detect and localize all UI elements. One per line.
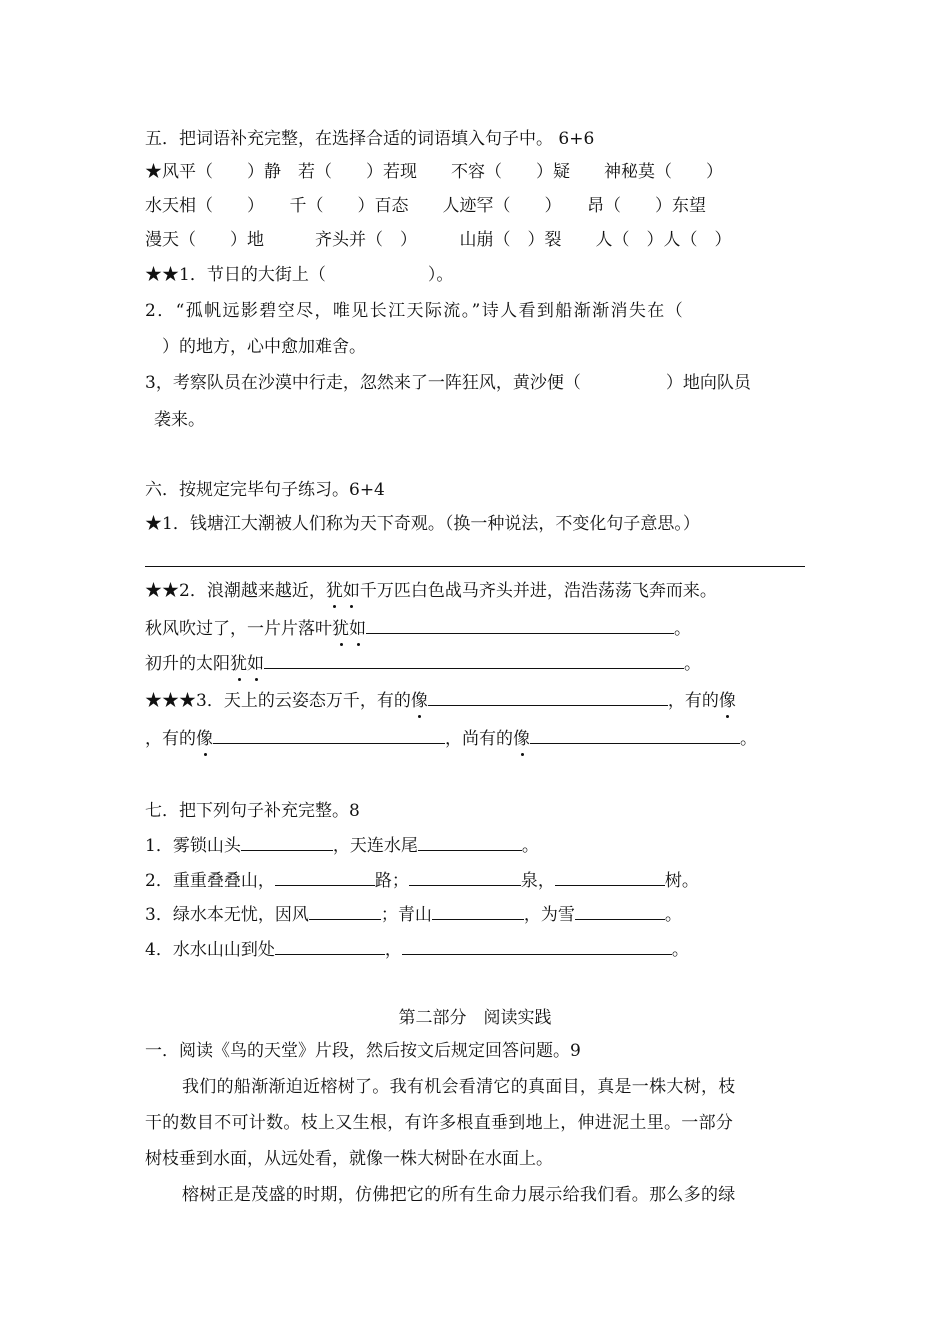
q2-pre: ★★2．浪潮越来越近， — [145, 581, 326, 601]
blank[interactable] — [555, 869, 665, 886]
word-row-2: 水天相（ ） 千（ ）百态 人迹罕（ ） 昂（ ）东望 — [145, 196, 706, 216]
blank[interactable] — [575, 903, 665, 920]
reading-q1: 一．阅读《鸟的天堂》片段，然后按文后规定回答问题。9 — [145, 1041, 581, 1061]
part2-heading: 第二部分 阅读实践 — [398, 1008, 552, 1028]
blank[interactable] — [402, 938, 672, 955]
fill-q2-line2: ）的地方，心中愈加难舍。 — [162, 337, 366, 357]
text: ， — [384, 940, 402, 960]
sentence-q2 — [145, 580, 717, 602]
dotted-char: 像 — [196, 729, 213, 749]
q3b-pre: ，有的 — [145, 729, 196, 749]
blank[interactable] — [275, 938, 385, 955]
text: 4．水水山山到处 — [145, 940, 275, 960]
text: 树。 — [664, 871, 699, 891]
blank[interactable] — [309, 903, 381, 920]
section6-title: 六．按规定完毕句子练习。6+4 — [145, 480, 385, 500]
text: 。 — [521, 836, 539, 856]
fill-q3-line1: 3，考察队员在沙漠中行走，忽然来了一阵狂风，黄沙便（ ）地向队员 — [145, 373, 751, 393]
q3-mid: ，有的 — [667, 691, 719, 711]
word-row-3: 漫天（ ）地 齐头并（ ） 山崩（ ）裂 人（ ）人（ ） — [145, 230, 732, 250]
blank[interactable] — [213, 727, 445, 744]
period: 。 — [674, 619, 691, 639]
text: 。 — [664, 905, 682, 925]
blank[interactable] — [366, 617, 674, 634]
blank[interactable] — [409, 869, 521, 886]
text: 。 — [671, 940, 689, 960]
sentence-q2a — [145, 617, 691, 640]
dotted-char: 如 — [247, 654, 264, 674]
complete-line-4 — [145, 938, 689, 961]
complete-line-3 — [145, 903, 682, 926]
dotted-char: 犹 — [325, 581, 343, 601]
fill-q2-line1: 2．“孤帆远影碧空尽，唯见长江天际流。”诗人看到船渐渐消失在（ — [145, 301, 685, 321]
passage-line-2: 干的数目不可计数。枝上又生根，有许多根直垂到地上，伸进泥土里。一部分 — [145, 1113, 734, 1133]
q2b-pre: 初升的太阳 — [145, 654, 230, 674]
dotted-char: 如 — [349, 619, 366, 639]
blank[interactable] — [432, 903, 524, 920]
sentence-q2b — [145, 652, 701, 675]
fill-q3-line2: 袭来。 — [154, 410, 205, 430]
q2a-pre: 秋风吹过了，一片片落叶 — [145, 619, 332, 639]
text: ，为雪 — [523, 905, 575, 925]
sentence-q1: ★1．钱塘江大潮被人们称为天下奇观。（换一种说法，不变化句子意思。） — [145, 514, 700, 534]
text: ；青山 — [380, 905, 432, 925]
text: 泉， — [520, 871, 555, 891]
dotted-char: 像 — [718, 691, 736, 711]
q3b-mid: ，尚有的 — [445, 729, 513, 749]
blank[interactable] — [428, 689, 668, 706]
fill-q1: ★★1．节日的大街上（ ）。 — [145, 265, 454, 285]
answer-line[interactable] — [145, 566, 805, 567]
text: 1．雾锁山头 — [145, 836, 241, 856]
blank[interactable] — [275, 869, 375, 886]
text: 路； — [374, 871, 409, 891]
blank[interactable] — [264, 652, 684, 669]
q2-post: 千万匹白色战马齐头并进，浩浩荡荡飞奔而来。 — [359, 581, 717, 601]
dotted-char: 像 — [410, 691, 428, 711]
text: ，天连水尾 — [332, 836, 418, 856]
complete-line-1 — [145, 834, 539, 857]
word-row-1: ★风平（ ）静 若（ ）若现 不容（ ）疑 神秘莫（ ） — [145, 162, 723, 182]
complete-line-2 — [145, 869, 699, 892]
blank[interactable] — [241, 834, 333, 851]
text: 2．重重叠叠山， — [145, 871, 275, 891]
period: 。 — [684, 654, 701, 674]
blank[interactable] — [418, 834, 522, 851]
sentence-q3-line1 — [145, 689, 736, 712]
dotted-char: 犹 — [332, 619, 349, 639]
text: 3．绿水本无忧，因风 — [145, 905, 309, 925]
blank[interactable] — [530, 727, 740, 744]
passage-line-3: 树枝垂到水面，从远处看，就像一株大树卧在水面上。 — [145, 1149, 553, 1169]
dotted-char: 犹 — [230, 654, 247, 674]
period: 。 — [740, 729, 757, 749]
q3-pre: ★★★3．天上的云姿态万千，有的 — [145, 691, 411, 711]
passage-line-1: 我们的船渐渐迫近榕树了。我有机会看清它的真面目，真是一株大树，枝 — [182, 1077, 736, 1097]
dotted-char: 像 — [513, 729, 530, 749]
section5-title: 五．把词语补充完整，在选择合适的词语填入句子中。 6+6 — [145, 129, 595, 149]
dotted-char: 如 — [342, 581, 360, 601]
sentence-q3-line2 — [145, 727, 757, 750]
passage-line-4: 榕树正是茂盛的时期，仿佛把它的所有生命力展示给我们看。那么多的绿 — [182, 1185, 736, 1205]
section7-title: 七．把下列句子补充完整。8 — [145, 801, 360, 821]
